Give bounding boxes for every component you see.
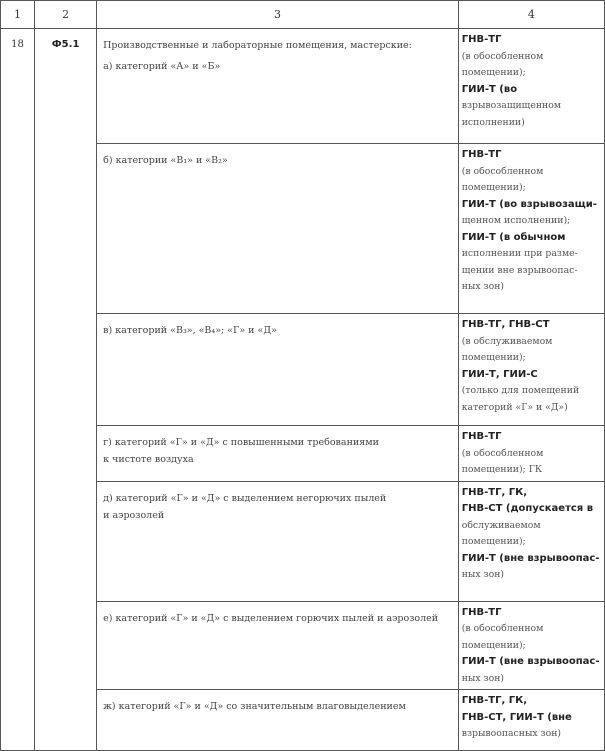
room-category-text: а) категорий «А» и «Б» xyxy=(103,61,221,72)
table-row xyxy=(1,29,605,144)
room-category-cell xyxy=(97,601,459,690)
heating-system-line: ных зон) xyxy=(461,672,505,684)
header-col-2: 2 xyxy=(35,1,97,29)
heating-system-cell xyxy=(458,144,604,314)
heating-system-line: взрывоопасных зон) xyxy=(461,728,562,739)
heating-system-line: (в обособленном xyxy=(461,165,544,177)
room-category-text: в) категорий «В₃», «В₄»; «Г» и «Д» xyxy=(103,325,277,336)
heating-system-line: ГИИ-Т (в обычном xyxy=(461,231,566,243)
room-category-cell xyxy=(97,29,459,144)
heating-system-line: (в обособленном xyxy=(461,447,544,459)
row-number: 18 xyxy=(1,29,35,751)
heating-system-line: помещении); ГК xyxy=(461,464,543,475)
room-category-text: ж) категорий «Г» и «Д» со значительным влаговыделением xyxy=(103,701,406,712)
heating-system-line: ГНВ-ТГ, ГК, xyxy=(461,695,528,706)
heating-system-cell xyxy=(458,426,604,482)
header-col-1: 1 xyxy=(1,1,35,29)
class-code: Ф5.1 xyxy=(35,29,97,751)
heating-system-cell xyxy=(458,314,604,426)
room-category-cell xyxy=(97,144,459,314)
heating-system-line: ных зон) xyxy=(461,281,505,292)
room-category-cell xyxy=(97,481,459,601)
heating-system-cell xyxy=(458,690,604,751)
heating-system-line: (в обслуживаемом xyxy=(461,335,553,347)
heating-system-line: ГНВ-ТГ, ГК, xyxy=(461,486,528,498)
room-category-cell xyxy=(97,314,459,426)
heating-system-line: ГНВ-СТ, ГИИ-Т (вне xyxy=(461,711,572,723)
heating-system-line: ГИИ-Т, ГИИ-С xyxy=(461,368,538,380)
room-category-cell xyxy=(97,426,459,482)
header-col-3: 3 xyxy=(97,1,459,29)
heating-system-line: (в обособленном xyxy=(461,623,544,634)
heating-system-line: категорий «Г» и «Д») xyxy=(461,401,568,413)
heating-system-line: ГНВ-ТГ xyxy=(461,606,502,618)
room-category-text: к чистоте воздуха xyxy=(103,454,194,465)
heating-system-line: ГНВ-СТ (допускается в xyxy=(461,503,594,514)
header-row xyxy=(1,1,605,29)
heating-system-line: обслуживаемом xyxy=(461,519,541,531)
heating-system-line: помещении); xyxy=(461,182,526,193)
heating-system-line: ГНВ-ТГ xyxy=(461,34,502,45)
room-category-text: Производственные и лабораторные помещения, мастерские: xyxy=(103,40,412,51)
heating-system-line: щенном исполнении); xyxy=(461,215,571,226)
room-category-text: и аэрозолей xyxy=(103,509,165,521)
heating-system-line: ГИИ-Т (во xyxy=(461,83,518,95)
heating-system-line: ГИИ-Т (во взрывозащи- xyxy=(461,198,597,210)
heating-system-line: ГИИ-Т (вне взрывоопас- xyxy=(461,552,600,564)
room-category-text: б) категории «В₁» и «В₂» xyxy=(103,155,228,166)
table-body xyxy=(1,29,605,751)
heating-system-cell xyxy=(458,601,604,690)
heating-system-line: ГИИ-Т (вне взрывоопас- xyxy=(461,656,600,667)
room-category-cell xyxy=(97,690,459,751)
heating-system-line: ГНВ-ТГ xyxy=(461,149,502,160)
heating-system-line: взрывозащищенном xyxy=(461,100,562,111)
heating-system-line: ГНВ-ТГ, ГНВ-СТ xyxy=(461,319,550,330)
heating-system-cell xyxy=(458,481,604,601)
heating-system-line: щении вне взрывоопас- xyxy=(461,264,578,276)
heating-system-line: исполнении) xyxy=(461,116,525,128)
room-category-text: д) категорий «Г» и «Д» с выделением негорючих пылей xyxy=(103,492,387,504)
heating-system-line: ГНВ-ТГ xyxy=(461,431,502,442)
heating-system-line: (в обособленном xyxy=(461,50,544,62)
room-category-text: е) категорий «Г» и «Д» с выделением горючих пылей и аэрозолей xyxy=(103,612,439,624)
header-col-4: 4 xyxy=(458,1,604,29)
heating-system-line: помещении); xyxy=(461,639,526,651)
heating-system-line: помещении); xyxy=(461,352,526,363)
heating-system-line: помещении); xyxy=(461,67,526,78)
room-category-text: г) категорий «Г» и «Д» с повышенными требованиями xyxy=(103,437,379,448)
heating-system-line: исполнении при разме- xyxy=(461,248,578,259)
heating-system-line: помещении); xyxy=(461,536,526,547)
heating-system-line: (только для помещений xyxy=(461,385,580,396)
heating-system-line: ных зон) xyxy=(461,569,505,580)
heating-system-cell xyxy=(458,29,604,144)
